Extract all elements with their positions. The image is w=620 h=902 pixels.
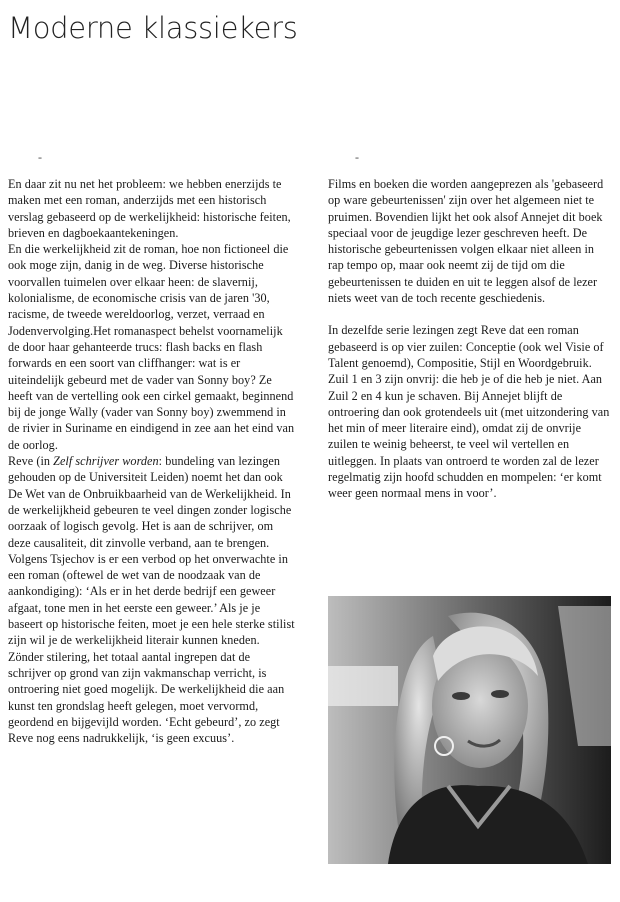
book-title: Zelf schrijver worden — [53, 454, 159, 469]
paragraph: In dezelfde serie lezingen zegt Reve dat een roman gebaseerd is op vier zuilen: Conceptie (ook wel Visie of Talent genoemd), Compositie, Stijl en Woordgebruik. Zuil 1 en 3 zijn onvrij: die heb je of die heb je niet. Aan Zuil 2 en 4 kun je schaven. Bij Annejet blijft de ontroering dan ook grotendeels uit (met uitzondering van het min of meer literaire eind), omdat zij de onvrije zuilen te weinig beheerst, te veel wil vertellen en uitleggen. In plaats van ontroerd te worden zal de lezer regelmatig zijn hoofd schudden en mompelen: ‘er komt weer geen normaal mens in voor’. — [328, 323, 610, 501]
page-title: Moderne klassiekers — [8, 11, 298, 45]
portrait-photo — [328, 596, 611, 864]
separator-dash: - — [38, 150, 42, 164]
portrait-icon — [328, 596, 611, 864]
paragraph: Zönder stilering, het totaal aantal ingrepen dat de schrijver op grond van zijn vakmanschap verricht, is ontroering niet goed mogelijk. De werkelijkheid die aan kunst ten grondslag heeft gelegen, moet vervormd, geordend en bijgevijld worden. ‘Echt gebeurd’, zo zegt Reve nog eens nadrukkelijk, ‘is geen excuus’. — [8, 649, 285, 746]
separator-dash: - — [355, 150, 359, 164]
paragraph: En daar zit nu net het probleem: we hebben enerzijds te maken met een roman, anderzijds met een historisch verslag gebaseerd op de werkelijkheid: historische feiten, brieven en dagboekaantekeningen. — [8, 177, 291, 240]
paragraph: En die werkelijkheid zit de roman, hoe non fictioneel die ook moge zijn, danig in de weg. Diverse historische voorvallen tuimelen over elkaar heen: de slavernij, kolonialisme, de economische crisis van de jaren '30, racisme, de tweede wereldoorlog, verzet, verraad en Jodenvervolging.Het romanaspect behelst voornamelijk de door haar gehanteerde trucs: flash backs en flash forwards en een soort van cliffhanger: wat is er uiteindelijk gebeurd met de vader van Sonny boy? Ze heeft van de vertelling ook een cirkel gemaakt, beginnend bij de jonge Wally (vader van Sonny boy) zwemmend in de rivier in Suriname en eindigend in zee aan het eind van de oorlog. — [8, 242, 295, 452]
paragraph: Films en boeken die worden aangeprezen als 'gebaseerd op ware gebeurtenissen' zijn over het algemeen niet te pruimen. Bovendien lijkt het ook alsof Annejet dit boek speciaal voor de jeugdige lezer geschreven heeft. De historische gebeurtenissen volgen elkaar niet alleen in rap tempo op, maar ook neemt zij de tijd om die gebeurtenissen te duiden en uit te leggen alsof de lezer niets weet van de toch recente geschiedenis. — [328, 177, 604, 306]
left-column — [8, 176, 296, 746]
right-column — [328, 176, 612, 502]
paragraph: Reve (in Zelf schrijver worden: bundeling van lezingen gehouden op de Universiteit Leiden) noemt het dan ook De Wet van de Onbruikbaarheid van de Werkelijkheid. In de werkelijkheid gebeuren te veel dingen zonder logische oorzaak of logisch gevolg. Het is aan de schrijver, om deze causaliteit, dit zinvolle verband, aan te brengen. Volgens Tsjechov is er een verbod op het onverwachte in een roman (oftewel de wet van de noodzaak van de aankondiging): ‘Als er in het derde bedrijf een geweer afgaat, tone men in het eerste een geweer.’ Als je je baseert op historische feiten, moet je een hele sterke stilist zijn wil je de werkelijkheid literair kunnen kneden. — [8, 454, 295, 648]
